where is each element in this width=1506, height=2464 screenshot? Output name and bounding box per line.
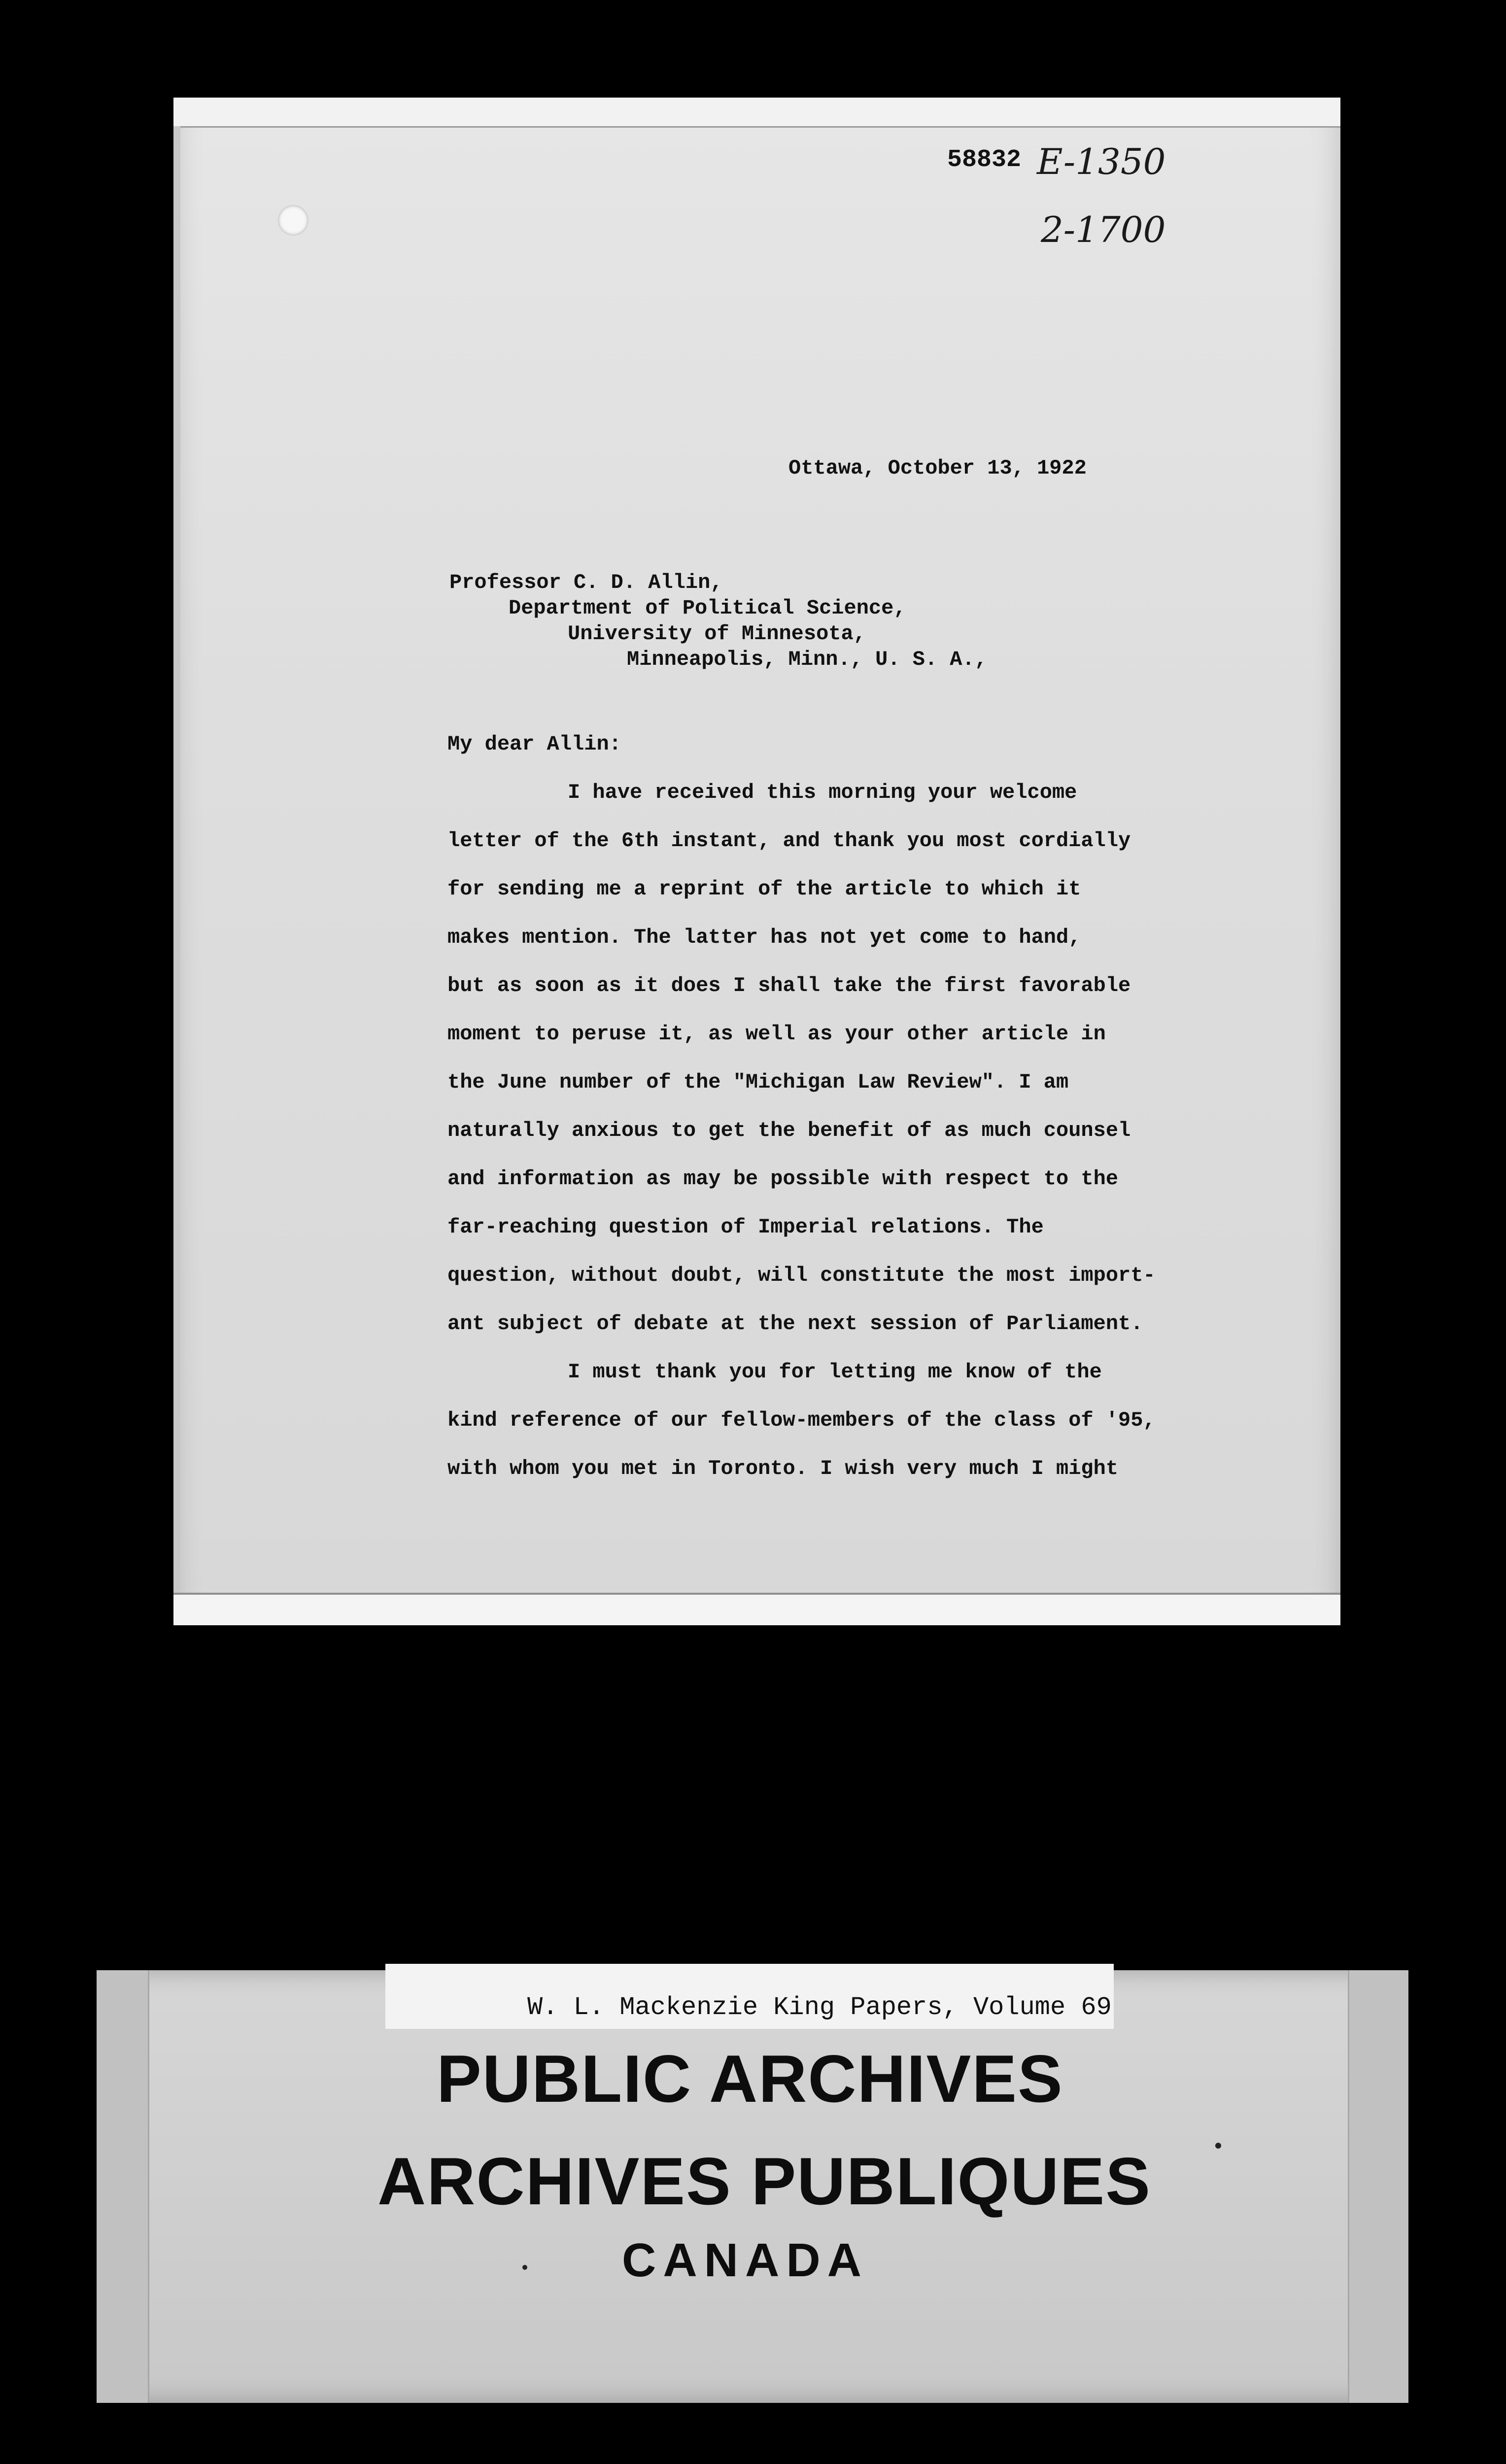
archive-country: CANADA <box>622 2234 868 2287</box>
body-line: naturally anxious to get the benefit of as much counsel <box>447 1119 1131 1142</box>
address-line: University of Minnesota, <box>568 622 866 646</box>
address-line: Professor C. D. Allin, <box>449 571 723 594</box>
date-line: Ottawa, October 13, 1922 <box>788 456 1087 480</box>
address-line: Minneapolis, Minn., U. S. A., <box>627 648 987 671</box>
archive-heading-english: PUBLIC ARCHIVES <box>437 2041 1063 2116</box>
handwritten-reference-1: E-1350 <box>1037 141 1166 182</box>
dust-speck <box>1215 2143 1221 2149</box>
page-top-edge <box>173 98 1340 128</box>
handwritten-reference-2: 2-1700 <box>1041 209 1166 250</box>
card-left-band <box>97 1970 149 2403</box>
body-line: question, without doubt, will constitute the most import- <box>447 1264 1156 1287</box>
body-line: with whom you met in Toronto. I wish very much I might <box>447 1457 1119 1480</box>
body-line: I have received this morning your welcome <box>568 781 1077 804</box>
salutation: My dear Allin: <box>447 732 621 756</box>
body-line: moment to peruse it, as well as your other article in <box>447 1022 1106 1046</box>
body-line: for sending me a reprint of the article to which it <box>447 877 1081 901</box>
body-line: kind reference of our fellow-members of the class of '95, <box>447 1408 1156 1432</box>
body-line: far-reaching question of Imperial relations. The <box>447 1215 1044 1239</box>
body-line: the June number of the "Michigan Law Review". I am <box>447 1070 1069 1094</box>
body-line: but as soon as it does I shall take the first favorable <box>447 974 1131 997</box>
page-left-edge <box>173 126 180 1595</box>
dust-speck <box>522 2265 527 2270</box>
file-number: 58832 <box>947 146 1022 174</box>
card-right-band <box>1348 1970 1408 2403</box>
address-line: Department of Political Science, <box>509 596 906 620</box>
body-line: and information as may be possible with respect to the <box>447 1167 1119 1191</box>
body-line: makes mention. The latter has not yet come to hand, <box>447 925 1081 949</box>
letter-page <box>173 98 1340 1625</box>
body-line: ant subject of debate at the next session of Parliament. <box>447 1312 1143 1335</box>
body-line: letter of the 6th instant, and thank you most cordially <box>447 829 1131 853</box>
archive-heading-french: ARCHIVES PUBLIQUES <box>377 2144 1151 2219</box>
page-bottom-edge <box>173 1593 1340 1625</box>
volume-label: W. L. Mackenzie King Papers, Volume 69 <box>527 1993 1112 2022</box>
body-line: I must thank you for letting me know of the <box>568 1360 1102 1384</box>
punch-hole <box>278 205 308 236</box>
